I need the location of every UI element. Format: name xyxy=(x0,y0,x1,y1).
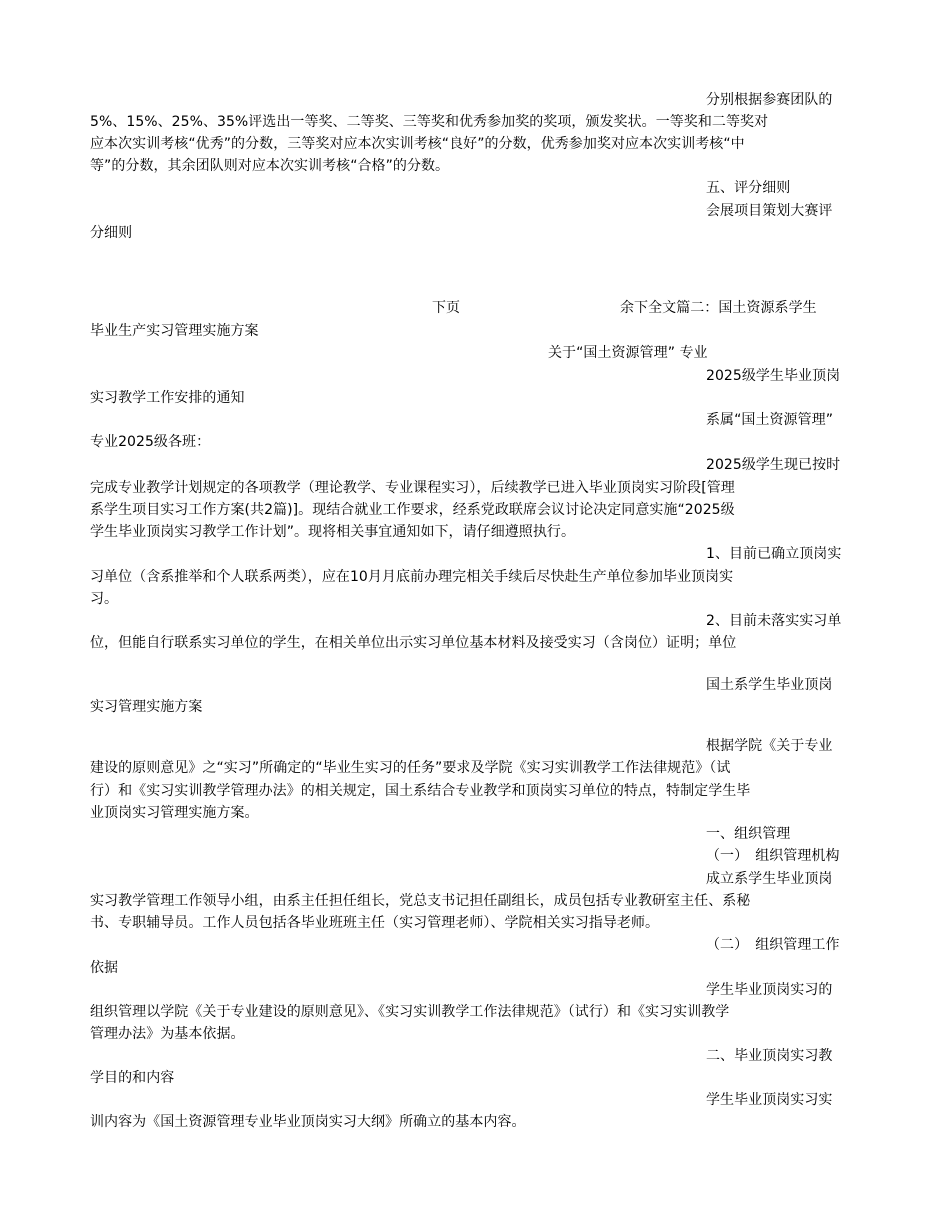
text-line: 依据 xyxy=(90,960,119,976)
next-page-link[interactable]: 下页 xyxy=(432,300,461,316)
text-line: 成立系学生毕业顶岗 xyxy=(706,871,833,887)
text-line: 行）和《实习实训教学管理办法》的相关规定，国土系结合专业教学和顶岗实习单位的特点，特制定学生毕 xyxy=(90,783,751,799)
text-line: 完成专业教学计划规定的各项教学（理论教学、专业课程实习），后续教学已进入毕业顶岗实习阶段[管理 xyxy=(90,480,735,496)
text-line: 系学生项目实习工作方案(共2篇)]。现结合就业工作要求，经系党政联席会议讨论决定同意实施“2025级 xyxy=(90,502,735,518)
text-line: 实习管理实施方案 xyxy=(90,699,203,715)
text-line: 分别根据参赛团队的 xyxy=(706,92,833,108)
text-line: 管理办法》为基本依据。 xyxy=(90,1026,245,1042)
text-line: 根据学院《关于专业 xyxy=(706,738,833,754)
text-line: 5%、15%、25%、35%评选出一等奖、二等奖、三等奖和优秀参加奖的奖项，颁发奖状。一等奖和二等奖对 xyxy=(90,114,769,130)
section-heading: 一、组织管理 xyxy=(706,826,791,842)
text-line: 2、目前未落实实习单 xyxy=(706,613,842,629)
text-line: 2025级学生现已按时 xyxy=(706,457,841,473)
text-line: 习。 xyxy=(90,591,119,607)
text-line: 组织管理以学院《关于专业建设的原则意见》、《实习实训教学工作法律规范》（试行）和《实习实训教学 xyxy=(90,1004,730,1020)
text-line: 位，但能自行联系实习单位的学生，在相关单位出示实习单位基本材料及接受实习（含岗位）证明；单位 xyxy=(90,635,737,651)
text-line: 等”的分数，其余团队则对应本次实训考核“合格”的分数。 xyxy=(90,158,450,174)
text-line: 业顶岗实习管理实施方案。 xyxy=(90,805,259,821)
text-line: 实习教学工作安排的通知 xyxy=(90,390,245,406)
section-heading: 二、毕业顶岗实习教 xyxy=(706,1048,833,1064)
text-line: 应本次实训考核“优秀”的分数，三等奖对应本次实训考核“良好”的分数，优秀参加奖对应本次实训考核“中 xyxy=(90,136,745,152)
text-line: 2025级学生毕业顶岗 xyxy=(706,368,841,384)
text-line: 会展项目策划大赛评 xyxy=(706,203,833,219)
section-subheading: （一） 组织管理机构 xyxy=(706,848,840,864)
text-line: 书、专职辅导员。工作人员包括各毕业班班主任（实习管理老师）、学院相关实习指导老师。 xyxy=(90,915,660,931)
text-line: 学生毕业顶岗实习教学工作计划”。现将相关事宜通知如下，请仔细遵照执行。 xyxy=(90,524,576,540)
text-line: 学目的和内容 xyxy=(90,1070,175,1086)
text-line: 1、目前已确立顶岗实 xyxy=(706,546,842,562)
text-line: 习单位（含系推举和个人联系两类），应在10月月底前办理完相关手续后尽快赴生产单位参加毕业顶岗实 xyxy=(90,569,734,585)
section-subheading: （二） 组织管理工作 xyxy=(706,937,840,953)
text-line: 专业2025级各班： xyxy=(90,434,211,450)
section-heading: 五、评分细则 xyxy=(706,180,791,196)
text-line: 建设的原则意见》之“实习”所确定的“毕业生实习的任务”要求及学院《实习实训教学工作法律规范》（试 xyxy=(90,760,731,776)
text-line: 余下全文篇二：国土资源系学生 xyxy=(620,300,817,316)
text-line: 学生毕业顶岗实习的 xyxy=(706,982,833,998)
text-line: 训内容为《国土资源管理专业毕业顶岗实习大纲》所确立的基本内容。 xyxy=(90,1114,526,1130)
text-line: 学生毕业顶岗实习实 xyxy=(706,1092,833,1108)
text-line: 毕业生产实习管理实施方案 xyxy=(90,323,259,339)
text-line: 关于“国土资源管理” 专业 xyxy=(548,345,708,361)
text-line: 国土系学生毕业顶岗 xyxy=(706,677,833,693)
text-line: 实习教学管理工作领导小组，由系主任担任组长，党总支书记担任副组长，成员包括专业教研室主任、系秘 xyxy=(90,893,751,909)
text-line: 分细则 xyxy=(90,225,133,241)
text-line: 系属“国土资源管理” xyxy=(706,412,834,428)
